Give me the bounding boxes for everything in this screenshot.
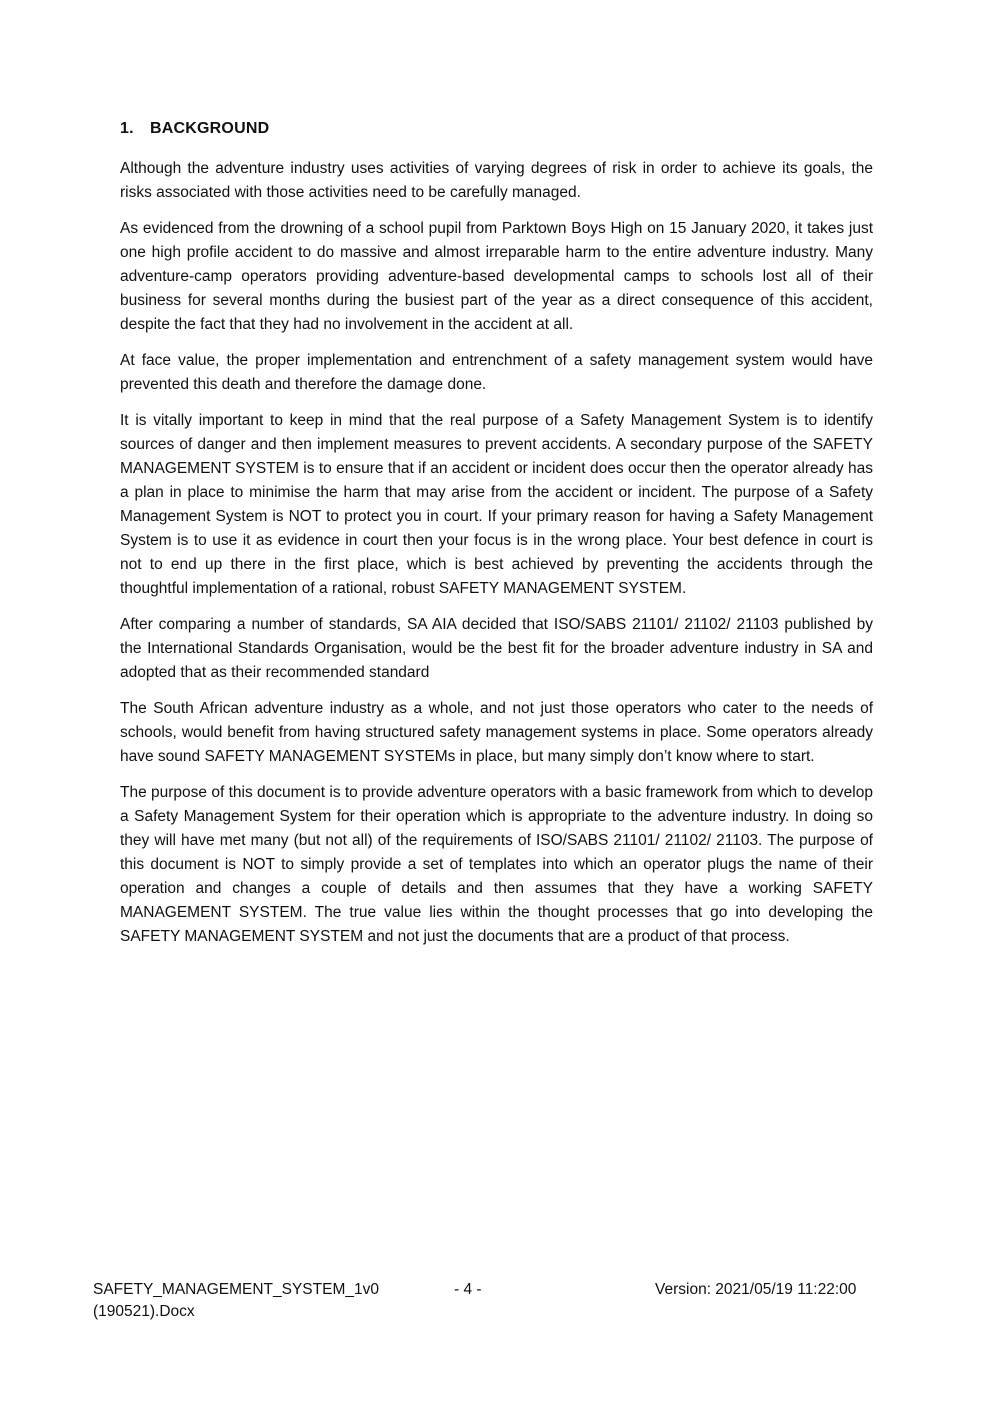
footer-filename-line1: SAFETY_MANAGEMENT_SYSTEM_1v0 [93, 1281, 379, 1298]
footer-version: Version: 2021/05/19 11:22:00 [655, 1281, 857, 1298]
paragraph: It is vitally important to keep in mind that the real purpose of a Safety Management System is to identify sources of danger and then implement measures to prevent accidents. A secondary purpose of the SAFETY MANAGEMENT SYSTEM is to ensure that if an accident or incident does occur then the operator already has a plan in place to minimise the harm that may arise from the accident or incident. The purpose of a Safety Management System is NOT to protect you in court. If your primary reason for having a Safety Management System is to use it as evidence in court then your focus is in the wrong place. Your best defence in court is not to end up there in the first place, which is best achieved by preventing the accidents through the thoughtful implementation of a rational, robust SAFETY MANAGEMENT SYSTEM. [120, 412, 873, 597]
footer-filename-line2: (190521).Docx [93, 1303, 195, 1320]
section-heading [120, 120, 269, 138]
paragraph: After comparing a number of standards, SA AIA decided that ISO/SABS 21101/ 21102/ 21103 published by the International Standards Organisation, would be the best fit for the broader adventure industry in SA and adopted that as their recommended standard [120, 616, 873, 681]
footer-page-number: - 4 - [454, 1281, 482, 1298]
paragraph: Although the adventure industry uses activities of varying degrees of risk in order to achieve its goals, the risks associated with those activities need to be carefully managed. [120, 160, 873, 201]
paragraph: The South African adventure industry as a whole, and not just those operators who cater to the needs of schools, would benefit from having structured safety management systems in place. Some operators already have sound SAFETY MANAGEMENT SYSTEMs in place, but many simply don’t know where to start. [120, 700, 873, 765]
paragraph: At face value, the proper implementation and entrenchment of a safety management system would have prevented this death and therefore the damage done. [120, 352, 873, 393]
paragraph: The purpose of this document is to provide adventure operators with a basic framework from which to develop a Safety Management System for their operation which is appropriate to the adventure industry. In doing so they will have met many (but not all) of the requirements of ISO/SABS 21101/ 21102/ 21103. The purpose of this document is NOT to simply provide a set of templates into which an operator plugs the name of their operation and changes a couple of details and then assumes that they have a working SAFETY MANAGEMENT SYSTEM. The true value lies within the thought processes that go into developing the SAFETY MANAGEMENT SYSTEM and not just the documents that are a product of that process. [120, 784, 873, 945]
body-text [120, 157, 873, 961]
section-number: 1. [120, 120, 134, 137]
section-title: BACKGROUND [150, 120, 270, 137]
footer-filename [93, 1279, 393, 1323]
paragraph: As evidenced from the drowning of a school pupil from Parktown Boys High on 15 January 2020, it takes just one high profile accident to do massive and almost irreparable harm to the entire adventure industry. Many adventure-camp operators providing adventure-based developmental camps to schools lost all of their business for several months during the busiest part of the year as a direct consequence of this accident, despite the fact that they had no involvement in the accident at all. [120, 220, 873, 333]
